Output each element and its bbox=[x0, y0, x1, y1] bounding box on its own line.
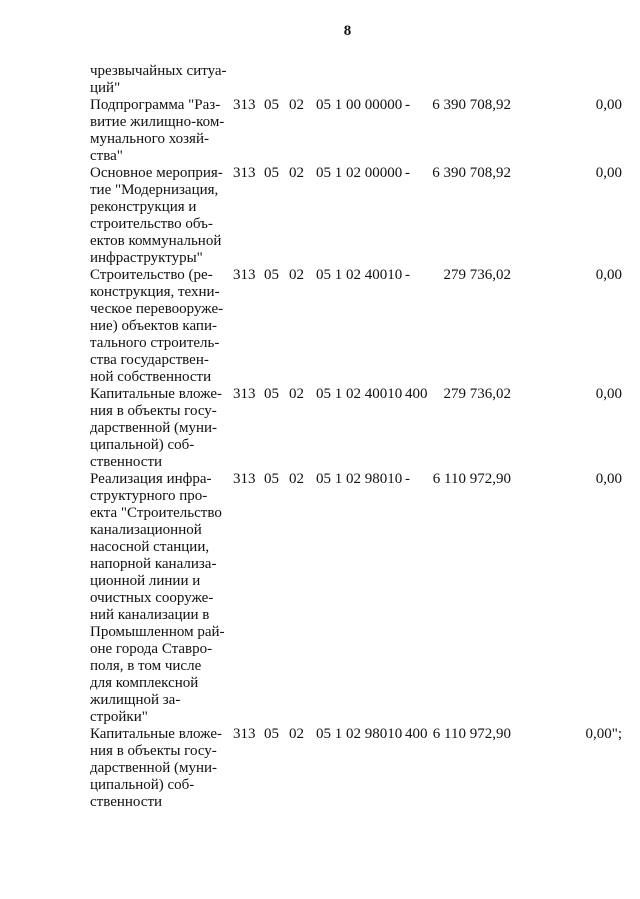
table-line bbox=[90, 726, 640, 743]
row-name-line: ния в объекты госу- bbox=[90, 403, 217, 419]
subsection-code: 02 bbox=[289, 165, 304, 181]
expense-type-code: 400 bbox=[405, 726, 428, 742]
table-line bbox=[90, 284, 640, 301]
table-line bbox=[90, 63, 640, 80]
row-name-line: поля, в том числе bbox=[90, 658, 202, 674]
row-name-line: напорной канализа- bbox=[90, 556, 217, 572]
table-line bbox=[90, 250, 640, 267]
table-line bbox=[90, 386, 640, 403]
table-line bbox=[90, 199, 640, 216]
section-code: 05 bbox=[264, 386, 279, 402]
table-line bbox=[90, 352, 640, 369]
ministry-code: 313 bbox=[233, 386, 256, 402]
row-name-line: оне города Ставро- bbox=[90, 641, 213, 657]
amount-current-year: 6 390 708,92 bbox=[432, 97, 511, 113]
row-name-line: Реализация инфра- bbox=[90, 471, 212, 487]
subsection-code: 02 bbox=[289, 97, 304, 113]
subsection-code: 02 bbox=[289, 386, 304, 402]
target-article-code: 05 1 02 40010 bbox=[316, 267, 403, 283]
amount-current-year: 6 390 708,92 bbox=[432, 165, 511, 181]
row-name-line: ственности bbox=[90, 454, 163, 470]
table-line bbox=[90, 420, 640, 437]
row-name-line: канализационной bbox=[90, 522, 202, 538]
table-line bbox=[90, 505, 640, 522]
target-article-code: 05 1 02 40010 bbox=[316, 386, 403, 402]
row-name-line: ства" bbox=[90, 148, 123, 164]
table-line bbox=[90, 709, 640, 726]
table-line bbox=[90, 760, 640, 777]
section-code: 05 bbox=[264, 726, 279, 742]
table-row bbox=[90, 63, 640, 97]
amount-current-year: 6 110 972,90 bbox=[432, 726, 511, 742]
subsection-code: 02 bbox=[289, 471, 304, 487]
table-line bbox=[90, 743, 640, 760]
row-name-line: екта "Строительство bbox=[90, 505, 222, 521]
table-line bbox=[90, 437, 640, 454]
ministry-code: 313 bbox=[233, 97, 256, 113]
table-line bbox=[90, 692, 640, 709]
row-name-line: чрезвычайных ситуа- bbox=[90, 63, 227, 79]
ministry-code: 313 bbox=[233, 726, 256, 742]
row-name-line: структурного про- bbox=[90, 488, 208, 504]
row-name-line: Капитальные вложе- bbox=[90, 386, 223, 402]
table-line bbox=[90, 471, 640, 488]
amount-next-year: 0,00 bbox=[595, 165, 622, 181]
table-line bbox=[90, 301, 640, 318]
expense-type-code: 400 bbox=[405, 386, 428, 402]
table-line bbox=[90, 522, 640, 539]
table-line bbox=[90, 148, 640, 165]
expense-type-code: - bbox=[405, 165, 410, 181]
target-article-code: 05 1 02 00000 bbox=[316, 165, 403, 181]
expense-type-code: - bbox=[405, 471, 410, 487]
page-number: 8 bbox=[343, 23, 352, 39]
table-line bbox=[90, 794, 640, 811]
amount-next-year: 0,00 bbox=[595, 267, 622, 283]
expense-type-code: - bbox=[405, 267, 410, 283]
ministry-code: 313 bbox=[233, 267, 256, 283]
row-name-line: ной собственности bbox=[90, 369, 212, 385]
table-line bbox=[90, 777, 640, 794]
row-name-line: Основное мероприя- bbox=[90, 165, 223, 181]
row-name-line: дарственной (муни- bbox=[90, 420, 218, 436]
table-line bbox=[90, 539, 640, 556]
row-name-line: очистных сооруже- bbox=[90, 590, 214, 606]
table-line bbox=[90, 641, 640, 658]
row-name-line: Строительство (ре- bbox=[90, 267, 213, 283]
table-row bbox=[90, 165, 640, 267]
table-line bbox=[90, 114, 640, 131]
table-line bbox=[90, 607, 640, 624]
row-name-line: дарственной (муни- bbox=[90, 760, 218, 776]
ministry-code: 313 bbox=[233, 471, 256, 487]
row-name-line: конструкция, техни- bbox=[90, 284, 220, 300]
table-row bbox=[90, 97, 640, 165]
row-name-line: ческое перевооруже- bbox=[90, 301, 224, 317]
section-code: 05 bbox=[264, 267, 279, 283]
section-code: 05 bbox=[264, 165, 279, 181]
row-name-line: ственности bbox=[90, 794, 163, 810]
row-name-line: Капитальные вложе- bbox=[90, 726, 223, 742]
table-row bbox=[90, 726, 640, 811]
table-line bbox=[90, 675, 640, 692]
row-name-line: ектов коммунальной bbox=[90, 233, 222, 249]
table-line bbox=[90, 165, 640, 182]
row-name-line: стройки" bbox=[90, 709, 148, 725]
table-line bbox=[90, 131, 640, 148]
row-name-line: тие "Модернизация, bbox=[90, 182, 219, 198]
row-name-line: для комплексной bbox=[90, 675, 199, 691]
row-name-line: ципальной) соб- bbox=[90, 777, 195, 793]
amount-current-year: 279 736,02 bbox=[443, 267, 511, 283]
row-name-line: ций" bbox=[90, 80, 121, 96]
table-line bbox=[90, 335, 640, 352]
amount-next-year: 0,00 bbox=[595, 97, 622, 113]
amount-current-year: 279 736,02 bbox=[443, 386, 511, 402]
table-line bbox=[90, 80, 640, 97]
ministry-code: 313 bbox=[233, 165, 256, 181]
target-article-code: 05 1 02 98010 bbox=[316, 471, 403, 487]
subsection-code: 02 bbox=[289, 726, 304, 742]
row-name-line: ционной линии и bbox=[90, 573, 201, 589]
table-row bbox=[90, 267, 640, 386]
table-line bbox=[90, 556, 640, 573]
section-code: 05 bbox=[264, 97, 279, 113]
row-name-line: ципальной) соб- bbox=[90, 437, 195, 453]
table-row bbox=[90, 471, 640, 726]
table-line bbox=[90, 658, 640, 675]
row-name-line: инфраструктуры" bbox=[90, 250, 203, 266]
subsection-code: 02 bbox=[289, 267, 304, 283]
row-name-line: ства государствен- bbox=[90, 352, 209, 368]
row-name-line: жилищной за- bbox=[90, 692, 181, 708]
row-name-line: ний канализации в bbox=[90, 607, 210, 623]
table-line bbox=[90, 267, 640, 284]
amount-current-year: 6 110 972,90 bbox=[432, 471, 511, 487]
table-line bbox=[90, 318, 640, 335]
table-line bbox=[90, 624, 640, 641]
budget-table bbox=[90, 63, 640, 811]
section-code: 05 bbox=[264, 471, 279, 487]
row-name-line: мунального хозяй- bbox=[90, 131, 209, 147]
amount-next-year: 0,00"; bbox=[585, 726, 622, 742]
target-article-code: 05 1 02 98010 bbox=[316, 726, 403, 742]
row-name-line: витие жилищно-ком- bbox=[90, 114, 225, 130]
row-name-line: реконструкция и bbox=[90, 199, 197, 215]
table-line bbox=[90, 182, 640, 199]
table-line bbox=[90, 369, 640, 386]
table-row bbox=[90, 386, 640, 471]
amount-next-year: 0,00 bbox=[595, 471, 622, 487]
table-line bbox=[90, 573, 640, 590]
table-line bbox=[90, 488, 640, 505]
target-article-code: 05 1 00 00000 bbox=[316, 97, 403, 113]
row-name-line: насосной станции, bbox=[90, 539, 210, 555]
row-name-line: ние) объектов капи- bbox=[90, 318, 217, 334]
row-name-line: ния в объекты госу- bbox=[90, 743, 217, 759]
table-line bbox=[90, 97, 640, 114]
row-name-line: строительство объ- bbox=[90, 216, 213, 232]
row-name-line: тального строитель- bbox=[90, 335, 220, 351]
amount-next-year: 0,00 bbox=[595, 386, 622, 402]
expense-type-code: - bbox=[405, 97, 410, 113]
table-line bbox=[90, 403, 640, 420]
table-line bbox=[90, 233, 640, 250]
table-line bbox=[90, 216, 640, 233]
row-name-line: Промышленном рай- bbox=[90, 624, 225, 640]
table-line bbox=[90, 454, 640, 471]
table-line bbox=[90, 590, 640, 607]
row-name-line: Подпрограмма "Раз- bbox=[90, 97, 221, 113]
